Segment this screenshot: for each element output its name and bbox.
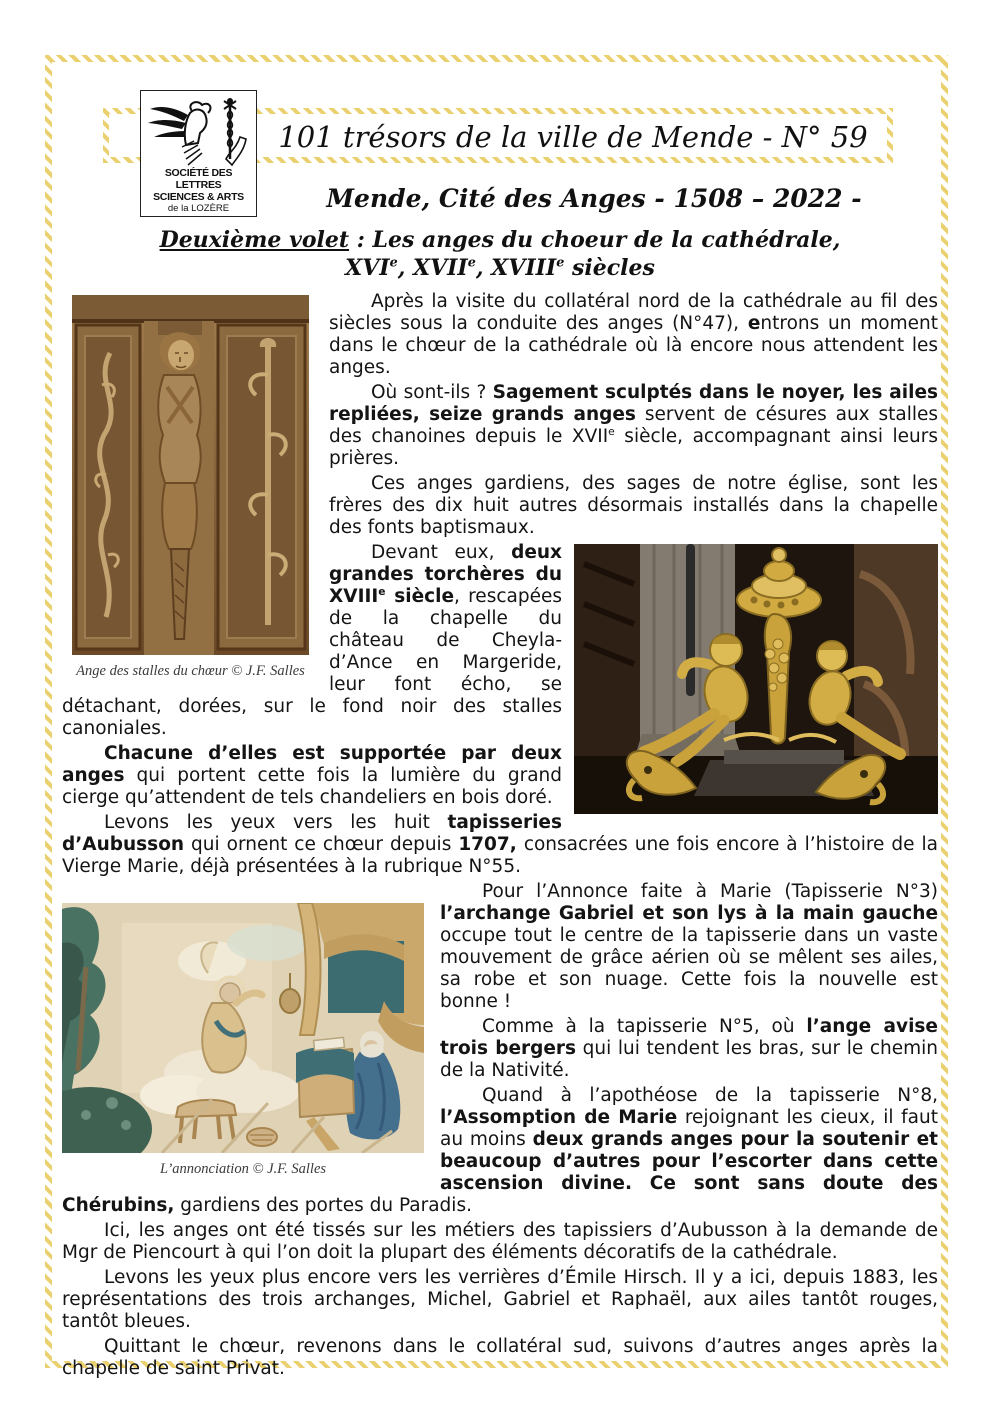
section-heading-line2: XVIe, XVIIe, XVIIIe siècles [345,255,655,281]
logo-text-line1: SOCIÉTÉ DES LETTRES [164,167,233,191]
paragraph-3: Ces anges gardiens, des sages de notre église, sont les frères des dix huit autres désormais installés dans la chapelle des fonts baptismaux. [329,473,938,538]
paragraph-12: Quittant le chœur, revenons dans le collatéral sud, suivons d’autres anges après la chapelle de saint Privat. [62,1336,938,1379]
figure-torchere [574,544,938,814]
society-logo [140,90,257,217]
figure-annonciation [62,903,424,1180]
issue-title: 101 trésors de la ville de Mende - N° 59 [278,120,868,154]
paragraph-9: Quand à l’apothéose de la tapisserie N°8, l’Assomption de Marie rejoignant les cieux, il faut au moins deux grands anges pour la soutenir et beaucoup d’autres pour l’escorter dans cette ascension divine. Ce sont sans doute des Chérubins, gardiens des portes du Paradis. [62,1085,938,1216]
figure-stalles [72,295,309,682]
annonciation-caption: L’annonciation © J.F. Salles [159,1161,327,1177]
section-heading-line1: Deuxième volet : Les anges du choeur de la cathédrale, [159,227,841,253]
series-subtitle: Mende, Cité des Anges - 1508 – 2022 - [326,184,862,213]
paragraph-8: Comme à la tapisserie N°5, où l’ange avise trois bergers qui lui tendent les bras, sur le chemin de la Nativité. [440,1016,938,1081]
paragraph-5: Chacune d’elles est supportée par deux anges qui portent cette fois la lumière du grand cierge qu’attendent de tels chandeliers en bois doré. [62,743,562,808]
tapestry-image [62,903,424,1153]
torchere-image [574,544,938,814]
mercury-engraving-icon [142,93,255,167]
paragraph-10: Ici, les anges ont été tissés sur les métiers des tapissiers d’Aubusson à la demande de Mgr de Piencourt à qui l’on doit la plupart des éléments décoratifs de la cathédrale. [62,1220,938,1263]
paragraph-11: Levons les yeux plus encore vers les verrières d’Émile Hirsch. Il y a ici, depuis 1883, les représentations des trois archanges, Michel, Gabriel et Raphaël, aux ailes tantôt rouges, tantôt bleues. [62,1267,938,1332]
logo-text-line3: de la LOZÈRE [167,203,230,214]
paragraph-7: Pour l’Annonce faite à Marie (Tapisserie N°3) l’archange Gabriel et son lys à la main gauche occupe tout le centre de la tapisserie dans un vaste mouvement de grâce aérien où se mêlent ses ailes, sa robe et son nuage. Cette fois la nouvelle est bonne ! [440,881,938,1012]
stalles-image [72,295,309,655]
paragraph-2: Où sont-ils ? Sagement sculptés dans le noyer, les ailes repliées, seize grands anges servent de césures aux stalles des chanoines depuis le XVIIe siècle, accompagnant ainsi leurs prières. [329,382,939,469]
logo-text-line2: SCIENCES & ARTS [153,191,244,203]
paragraph-4: Devant eux, deux grandes torchères du XVIIIe siècle, rescapées de la chapelle du château de Cheyla-d’Ance en Margeride, leur font écho, se détachant, dorées, sur le fond noir des stalles canoniales. [62,542,562,739]
paragraph-1: Après la visite du collatéral nord de la cathédrale au fil des siècles sous la conduite des anges (N°47), entrons un moment dans le chœur de la cathédrale où là encore nous attendent les anges. [329,291,939,378]
article-body [62,291,938,1383]
stalles-caption: Ange des stalles du chœur © J.F. Salles [76,663,305,679]
section-heading [62,226,938,282]
paragraph-6: Levons les yeux vers les huit tapisseries d’Aubusson qui ornent ce chœur depuis 1707, consacrées une fois encore à l’histoire de la Vierge Marie, déjà présentées à la rubrique N°55. [62,812,938,877]
